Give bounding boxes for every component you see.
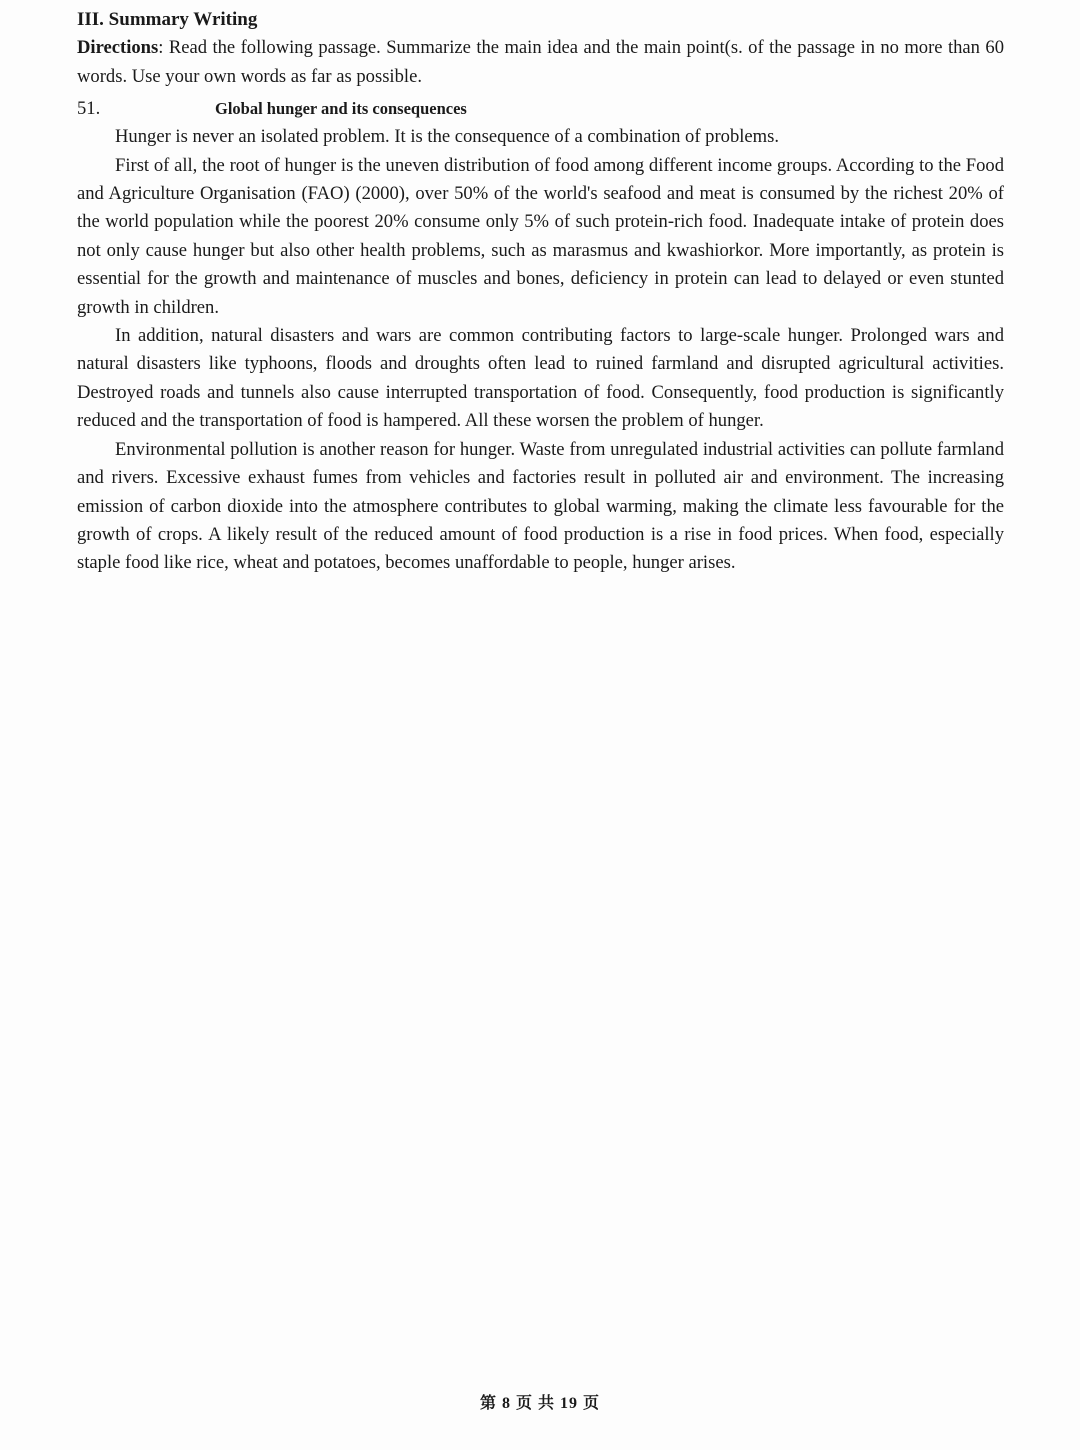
paragraph-1: Hunger is never an isolated problem. It is the consequence of a combination of problems. [115, 126, 780, 148]
question-header [77, 95, 1004, 123]
directions [77, 34, 1004, 91]
paragraph-2: First of all, the root of hunger is the uneven distribution of food among different income groups. According to the Food and Agriculture Organisation (FAO) (2000), over 50% of the world's seafood and meat is consumed by the richest 20% of the world population while the poorest 20% consume only 5% of such protein-rich food. Inadequate intake of protein does not only cause hunger but also other health problems, such as marasmus and kwashiorkor. More importantly, as protein is essential for the growth and maintenance of muscles and bones, deficiency in protein can lead to delayed or even stunted growth in children. [77, 154, 1004, 318]
question-number: 51. [77, 98, 101, 120]
paragraph-4: Environmental pollution is another reason for hunger. Waste from unregulated industrial activities can pollute farmland and rivers. Excessive exhaust fumes from vehicles and factories result in polluted air and environment. The increasing emission of carbon dioxide into the atmosphere contributes to global warming, making the climate less favourable for the growth of crops. A likely result of the reduced amount of food production is a rise in food prices. When food, especially staple food like rice, wheat and potatoes, becomes unaffordable to people, hunger arises. [77, 438, 1004, 574]
directions-label: Directions [77, 37, 159, 59]
passage-title: Global hunger and its consequences [215, 99, 467, 119]
page-footer: 第 8 页 共 19 页 [479, 1395, 600, 1412]
directions-text: : Read the following passage. Summarize the main idea and the main point(s. of the passage in no more than 60 words. Use your own words as far as possible. [77, 37, 1004, 87]
paragraph-3: In addition, natural disasters and wars are common contributing factors to large-scale hunger. Prolonged wars and natural disasters like typhoons, floods and droughts often lead to ruined farmland and disrupted agricultural activities. Destroyed roads and tunnels also cause interrupted transportation of food. Consequently, food production is significantly reduced and the transportation of food is hampered. All these worsen the problem of hunger. [77, 325, 1004, 432]
page-content [77, 6, 1004, 578]
section-heading: III. Summary Writing [77, 9, 258, 30]
